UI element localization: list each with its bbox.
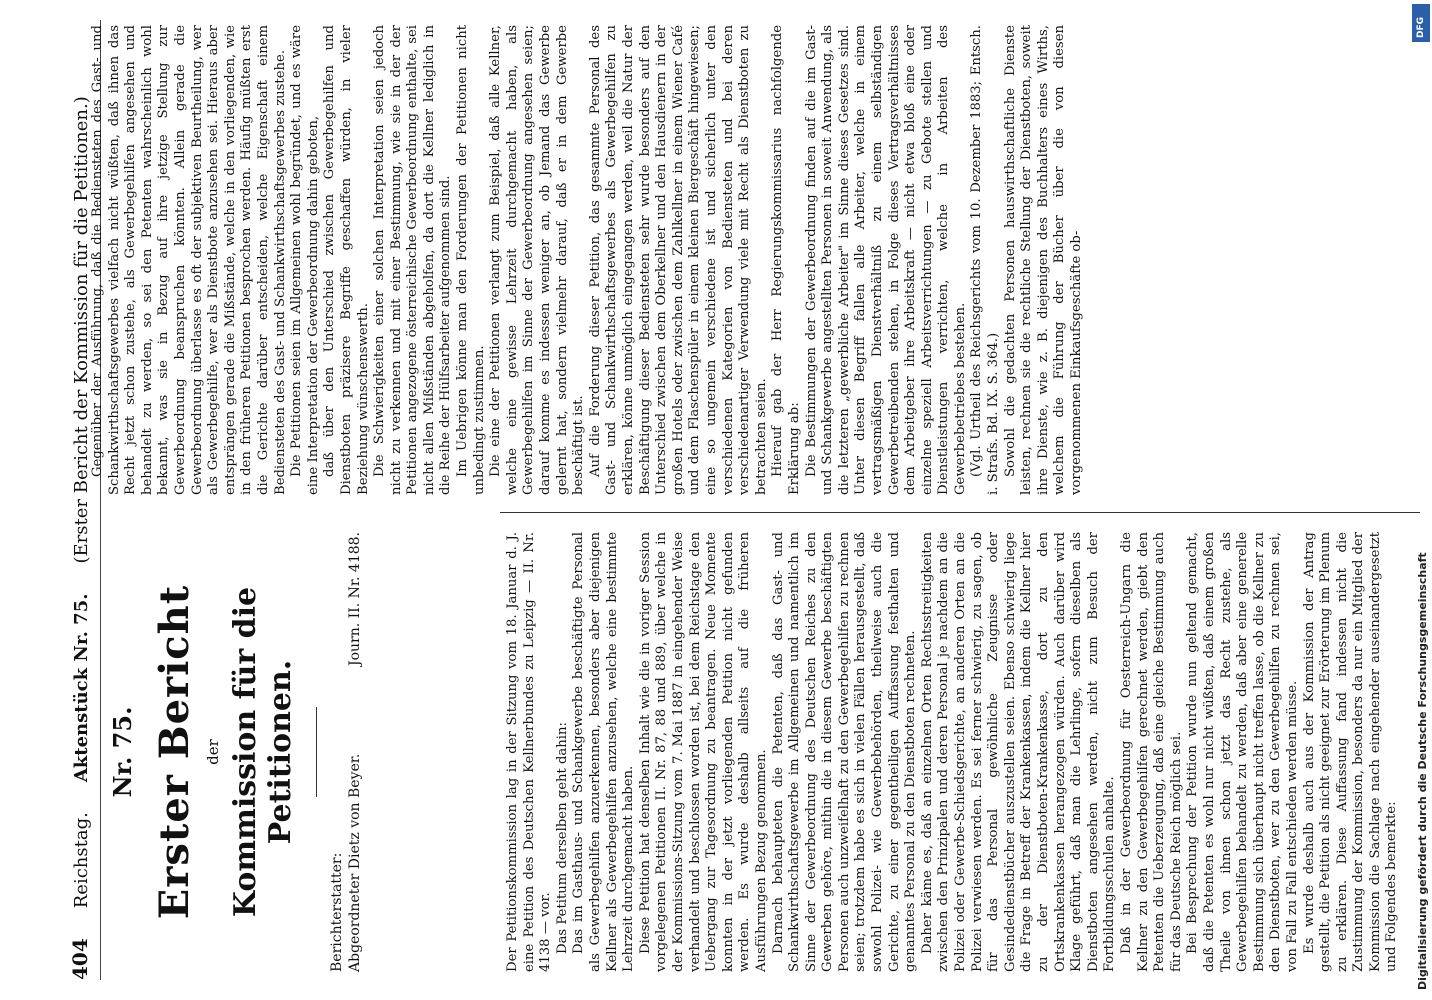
title-separator <box>316 707 317 797</box>
paragraph: Das im Gasthaus- und Schankgewerbe beschäftigte Personal als Gewerbegehilfen anzuerkennen, besonders aber diejenigen Kellner als Gewerbegehilfen anzusehen, welche eine bestimmte Lehrzeit durchgemacht haben. <box>571 532 637 972</box>
paragraph: (Vgl. Urtheil des Reichsgerichts vom 10. Dezember 1883; Entsch. i. Strafs. Bd. IX. S. 364.) <box>969 25 1002 495</box>
reporter-label: Berichterstatter: <box>329 852 345 972</box>
paragraph: Die Bestimmungen der Gewerbeordnung finden auf die im Gast- und Schankgewerbe angestellten Personen in soweit Anwendung, als die letzteren „gewerbliche Arbeiter" im Sinne dieses Gesetzes sind. Unter diesen Begriff fallen alle Arbeiter, welche in einem vertragsmäßigen Dienstverhältniß zu einem selbständigen Gewerbetreibenden stehen, in Folge dieses Vertragsverhältnisses dem Arbeitgeber ihre Arbeitskraft — nicht etwa bloß eine oder einzelne speziell Arbeitsverrichtungen — zu Gebote stellen und Dienstleistungen verrichten, welche in Arbeiten des Gewerbebetriebes bestehen. <box>803 25 968 495</box>
paragraph: daß über den Unterschied zwischen Gewerbegehilfen und Dienstboten präzisere Begriffe geschaffen würden, in vieler Beziehung wünschenswerth. <box>322 25 371 495</box>
paragraph: Gegenüber der Ausführung, daß die Bediensteten des Gast- und Schankwirthschaftsgewerbes vielfach nicht wüßten, daß ihnen das Recht jetzt schon zustehe, als Gewerbegehilfen angesehen und behandelt zu werden, so sei den Petenten wahrscheinlich wohl bekannt, was sie in Bezug auf ihre jetzige Stellung zur Gewerbeordnung beanspruchen könnten. Allein gerade die Gewerbeordnung überlasse es oft der subjektiven Beurtheilung, wer als Gewerbegehilfe, wer als Dienstbote anzusehen sei. Hieraus aber entsprängen gerade die Mißstände, welche in den vorliegenden, wie in den früheren Petitionen besprochen werden. Häufig müßten erst die Gerichte darüber entscheiden, welche Eigenschaft einem Bediensteten des Gast- und Schankwirthschaftsgewerbes zustehe. <box>90 25 288 495</box>
column-divider <box>500 512 1420 513</box>
paragraph: Es wurde deshalb auch aus der Kommission der Antrag gestellt, die Petition als nicht geeignet zur Erörterung im Plenum zu erklären. Diese Auffassung fand indessen nicht die Zustimmung der Kommission, besonders da nur ein Mitglied der Kommission die Sachlage nach eingehender auseinandergesetzt und Folgendes bemerkte: <box>1301 532 1400 972</box>
paragraph: Die Schwierigkeiten einer solchen Interpretation seien jedoch nicht zu verkennen und mit einer Bestimmung, wie sie in der der Petitionen angezogene österreichische Gewerbeordnung enthalte, sei nicht allen Mißständen abgeholfen, da dort die Kellner lediglich in die Reihe der Hülfsarbeiter aufgenommen sind. <box>372 25 454 495</box>
document-number: Aktenstück Nr. 75. <box>71 593 92 783</box>
commission-title: Kommission für die Petitionen. <box>228 586 298 918</box>
paragraph: Das Petitum derselben geht dahin: <box>554 722 570 954</box>
report-number: Nr. 75. <box>108 706 137 798</box>
paragraph: Die Petitionen seien im Allgemeinen wohl begründet, und es wäre eine Interpretation der Gewerbeordnung dahin geboten, <box>289 25 321 495</box>
document-subject: (Erster Bericht der Kommission für die Petitionen.) <box>71 96 92 564</box>
paragraph: Die eine der Petitionen verlangt zum Beispiel, daß alle Kellner, welche eine gewisse Lehrzeit durchgemacht haben, als Gewerbegehilfen im Sinne der Gewerbeordnung angesehen seien; darauf komme es indessen weniger an, ob Jemand das Gewerbe gelernt hat, sondern vielmehr darauf, daß er in dem Gewerbe beschäftigt ist. <box>488 25 587 495</box>
paragraph: Hierauf gab der Herr Regierungskommissarius nachfolgende Erklärung ab: <box>770 25 802 495</box>
paragraph: Bei Besprechung der Petition wurde nun geltend gemacht, daß die Petenten es wohl nur nicht wüßten, daß einem großen Theile von ihnen schon jetzt das Recht zustehe, als Gewerbegehilfen behandelt zu werden, daß aber eine generelle Bestimmung sich überhaupt nicht treffen lasse, ob die Kellner zu den Dienstboten, wer zu den Gewerbegehilfen zu rechnen sei, von Fall zu Fall entschieden werden müsse. <box>1185 532 1300 972</box>
paragraph: Daß in der Gewerbeordnung für Oesterreich-Ungarn die Kellner zu den Gewerbegehilfen gerechnet werden, giebt den Petenten die Ueberzeugung, daß eine gleiche Bestimmung auch für das Deutsche Reich möglich sei. <box>1118 532 1184 972</box>
page-number: 404 <box>68 938 92 980</box>
digitization-note: Digitalisierung gefördert durch die Deutsche Forschungsgemeinschaft <box>1416 552 1429 990</box>
reporter-row <box>347 532 363 972</box>
paragraph: Darnach behaupteten die Petenten, daß das Gast- und Schankwirthschaftsgewerbe im Allgemeinen und namentlich im Sinne der Gewerbeordnung des Deutschen Reiches zu den Gewerben gehöre, mithin die in diesem Gewerbe beschäftigten Personen auch unzweifelhaft zu den Gewerbegehilfen zu rechnen seien; trotzdem habe es sich in vielen Fällen herausgestellt, daß sowohl Polizei- wie Gewerbebehörden, theilweise auch die Gerichte, zu einer gegentheiligen Auffassung festhalten und genanntes Personal zu den Dienstboten rechneten. <box>770 532 919 972</box>
dfg-logo <box>1412 4 1430 42</box>
report-title: Erster Bericht <box>151 584 198 920</box>
title-block <box>100 532 495 972</box>
paragraph: Auf die Forderung dieser Petition, das gesammte Personal des Gast- und Schankwirthschaftsgewerbes als Gewerbegehilfen zu erklären, könne unmöglich eingegangen werden, weil die Natur der Beschäftigung dieser Bediensteten sehr wurde besonders auf den Unterschied zwischen dem Oberkellner und den Hausdienern in der großen Hotels oder zwischen dem Zahlkellner in einem Wiener Café und dem Flaschenspüler in einem kleinen Biergeschäft hingewiesen; eine so ungemein verschiedene ist und sicherlich unter den verschiedenen Kategorien von Bediensteten und bei deren verschiedenartiger Verwendung viele mit Recht als Dienstboten zu betrachten seien. <box>587 25 769 495</box>
session-name: Reichstag. <box>71 812 92 909</box>
paragraph: Der Petitionskommission lag in der Sitzung vom 18. Januar d. J. eine Petition des Deutschen Kellnerbundes zu Leipzig — II. Nr. 4138 — vor. <box>505 532 554 972</box>
reporter-name: Abgeordneter Dietz von Beyer. <box>347 753 363 972</box>
journal-number: Journ. II. Nr. 4188. <box>347 532 363 667</box>
right-column <box>90 25 1420 495</box>
dfg-logo-text: DFG <box>1416 16 1426 38</box>
paragraph: Diese Petition hat denselben Inhalt wie die in voriger Session vorgelegenen Petitionen II. Nr. 87, 88 und 889, über welche in der Kommissions-Sitzung vom 7. Mai 1887 in eingehender Weise verhandelt und beschlossen worden ist, bei dem Reichstage den Uebergang zur Tagesordnung zu beantragen. Neue Momente konnten in der jetzt vorliegenden Petition nicht gefunden werden. Es wurde deshalb allseits auf die früheren Ausführungen Bezug genommen. <box>637 532 769 972</box>
paragraph: Sowohl die gedachten Personen hauswirthschaftliche Dienste leisten, rechnen sie die rechtliche Stellung der Dienstboten, soweit ihre Dienste, wie z. B. diejenigen des Buchhalters eines Wirths, welchem die Führung der Bücher über die von diesen vorgenommenen Einkaufsgeschäfte ob- <box>1002 25 1085 495</box>
report-title-der: der <box>204 739 222 765</box>
left-column <box>505 532 1415 972</box>
paragraph: Daher käme es, daß an einzelnen Orten Rechtsstreitigkeiten zwischen den Prinzipalen und deren Personal je nachdem an die Polizei oder Gewerbe-Schiedsgerichte, an anderen Orten an die Polizei verwiesen werden. Es sei ferner schwierig, zu sagen, ob für das Personal gewöhnliche Zeugnisse oder Gesindedienstbücher auszustellen seien. Ebenso schwierig liege die Frage in Betreff der Krankenkassen, indem die Kellner hier zu der Dienstboten-Krankenkasse, dort zu den Ortskrankenkassen herangezogen würden. Auch darüber wird Klage geführt, daß man die Lehrlinge, sofern dieselben als Dienstboten angesehen werden, nicht zum Besuch der Fortbildungsschulen anhalte. <box>919 532 1118 972</box>
paragraph: Im Uebrigen könne man den Forderungen der Petitionen nicht unbedingt zustimmen. <box>455 25 487 495</box>
